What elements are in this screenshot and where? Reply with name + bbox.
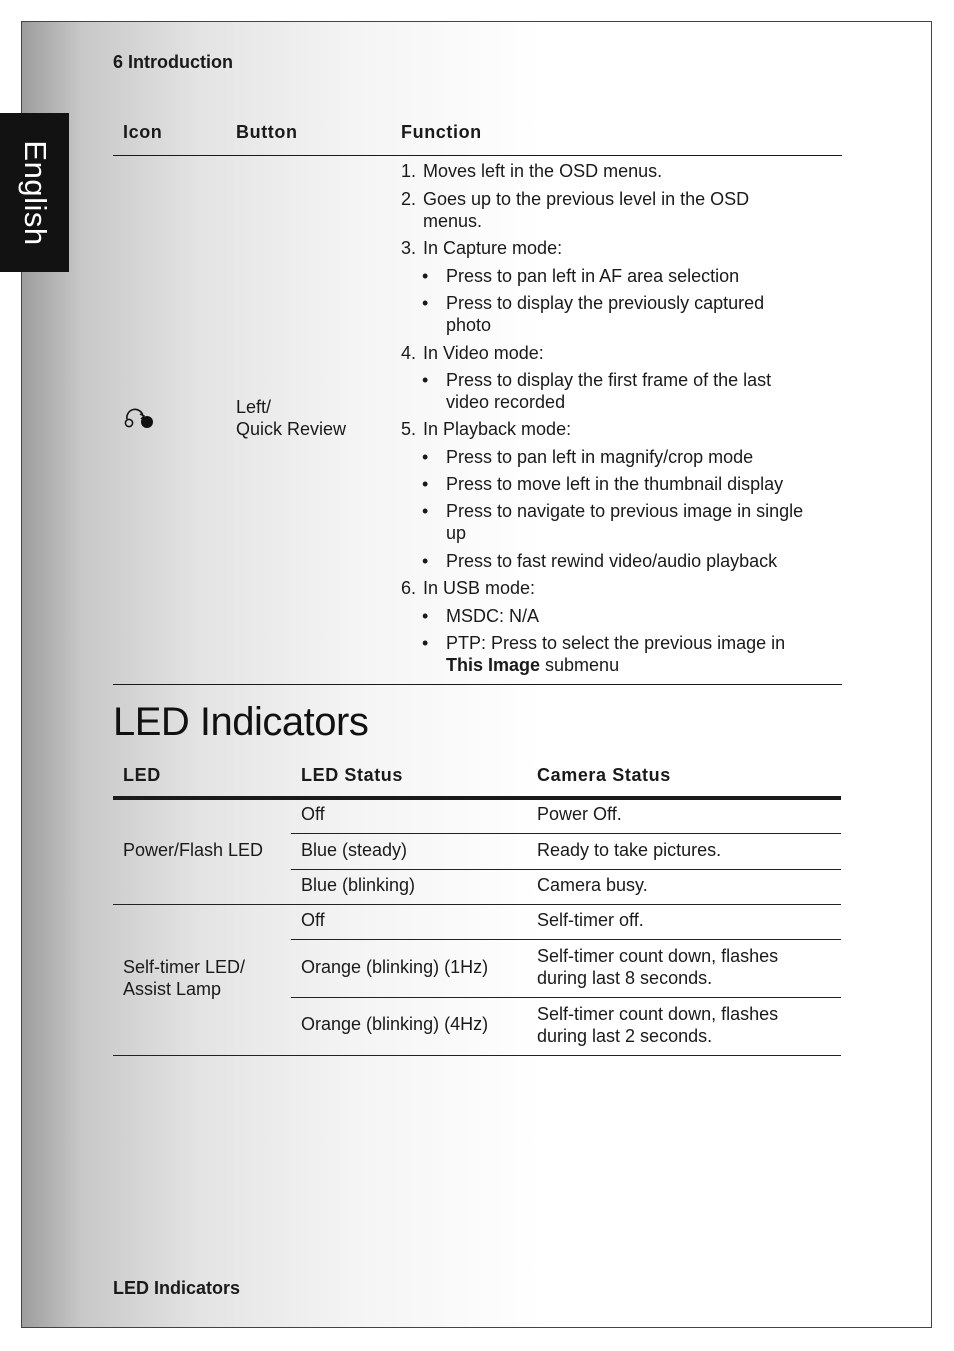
section-title: LED Indicators xyxy=(113,700,369,744)
function-item-5: 5. In Playback mode: xyxy=(401,419,572,439)
table-bottom-rule xyxy=(113,684,842,685)
camera-status: Camera busy. xyxy=(537,875,648,895)
function-item-6: 6. In USB mode: xyxy=(401,578,536,598)
row-divider xyxy=(291,997,841,998)
button-name-line2: Quick Review xyxy=(236,419,347,439)
camera-status: Self-timer off. xyxy=(537,910,644,930)
led-status: Off xyxy=(301,804,325,824)
col-header-camera-status: Camera Status xyxy=(537,765,671,785)
col-header-function: Function xyxy=(401,122,482,142)
page-footer: LED Indicators xyxy=(113,1278,241,1298)
table-bottom-rule xyxy=(113,1055,841,1056)
camera-status: Ready to take pictures. xyxy=(537,840,722,860)
col-header-icon: Icon xyxy=(123,122,163,142)
table-header-rule xyxy=(113,155,842,156)
row-divider xyxy=(291,939,841,940)
led-header-rule xyxy=(113,796,841,800)
group-divider xyxy=(113,904,841,905)
camera-status: Self-timer count down, flashes during last 8 seconds. xyxy=(537,946,779,988)
row-divider xyxy=(291,869,841,870)
left-arrow-quick-review-icon xyxy=(123,407,157,431)
camera-status: Self-timer count down, flashes during last 2 seconds. xyxy=(537,1004,779,1046)
led-name: Power/Flash LED xyxy=(123,840,264,860)
page-header: 6 Introduction xyxy=(113,52,233,72)
row-divider xyxy=(291,833,841,834)
button-name-line1: Left/ xyxy=(236,397,272,417)
led-status: Orange (blinking) (4Hz) xyxy=(301,1014,489,1034)
col-header-button: Button xyxy=(236,122,298,142)
camera-status: Power Off. xyxy=(537,804,622,824)
led-status: Blue (steady) xyxy=(301,840,408,860)
led-name: Self-timer LED/ Assist Lamp xyxy=(123,957,246,999)
language-tab-label: English xyxy=(17,139,53,246)
col-header-led-status: LED Status xyxy=(301,765,404,785)
function-item-4: 4. In Video mode: xyxy=(401,343,544,363)
led-status: Off xyxy=(301,910,325,930)
language-tab xyxy=(0,113,69,272)
led-status: Orange (blinking) (1Hz) xyxy=(301,957,489,977)
led-status: Blue (blinking) xyxy=(301,875,416,895)
function-item-1: 1. Moves left in the OSD menus. xyxy=(401,161,663,181)
col-header-led: LED xyxy=(123,765,161,785)
function-item-3: 3. In Capture mode: xyxy=(401,238,563,258)
function-item-2: 2. Goes up to the previous level in the OSD menus. xyxy=(401,189,750,231)
